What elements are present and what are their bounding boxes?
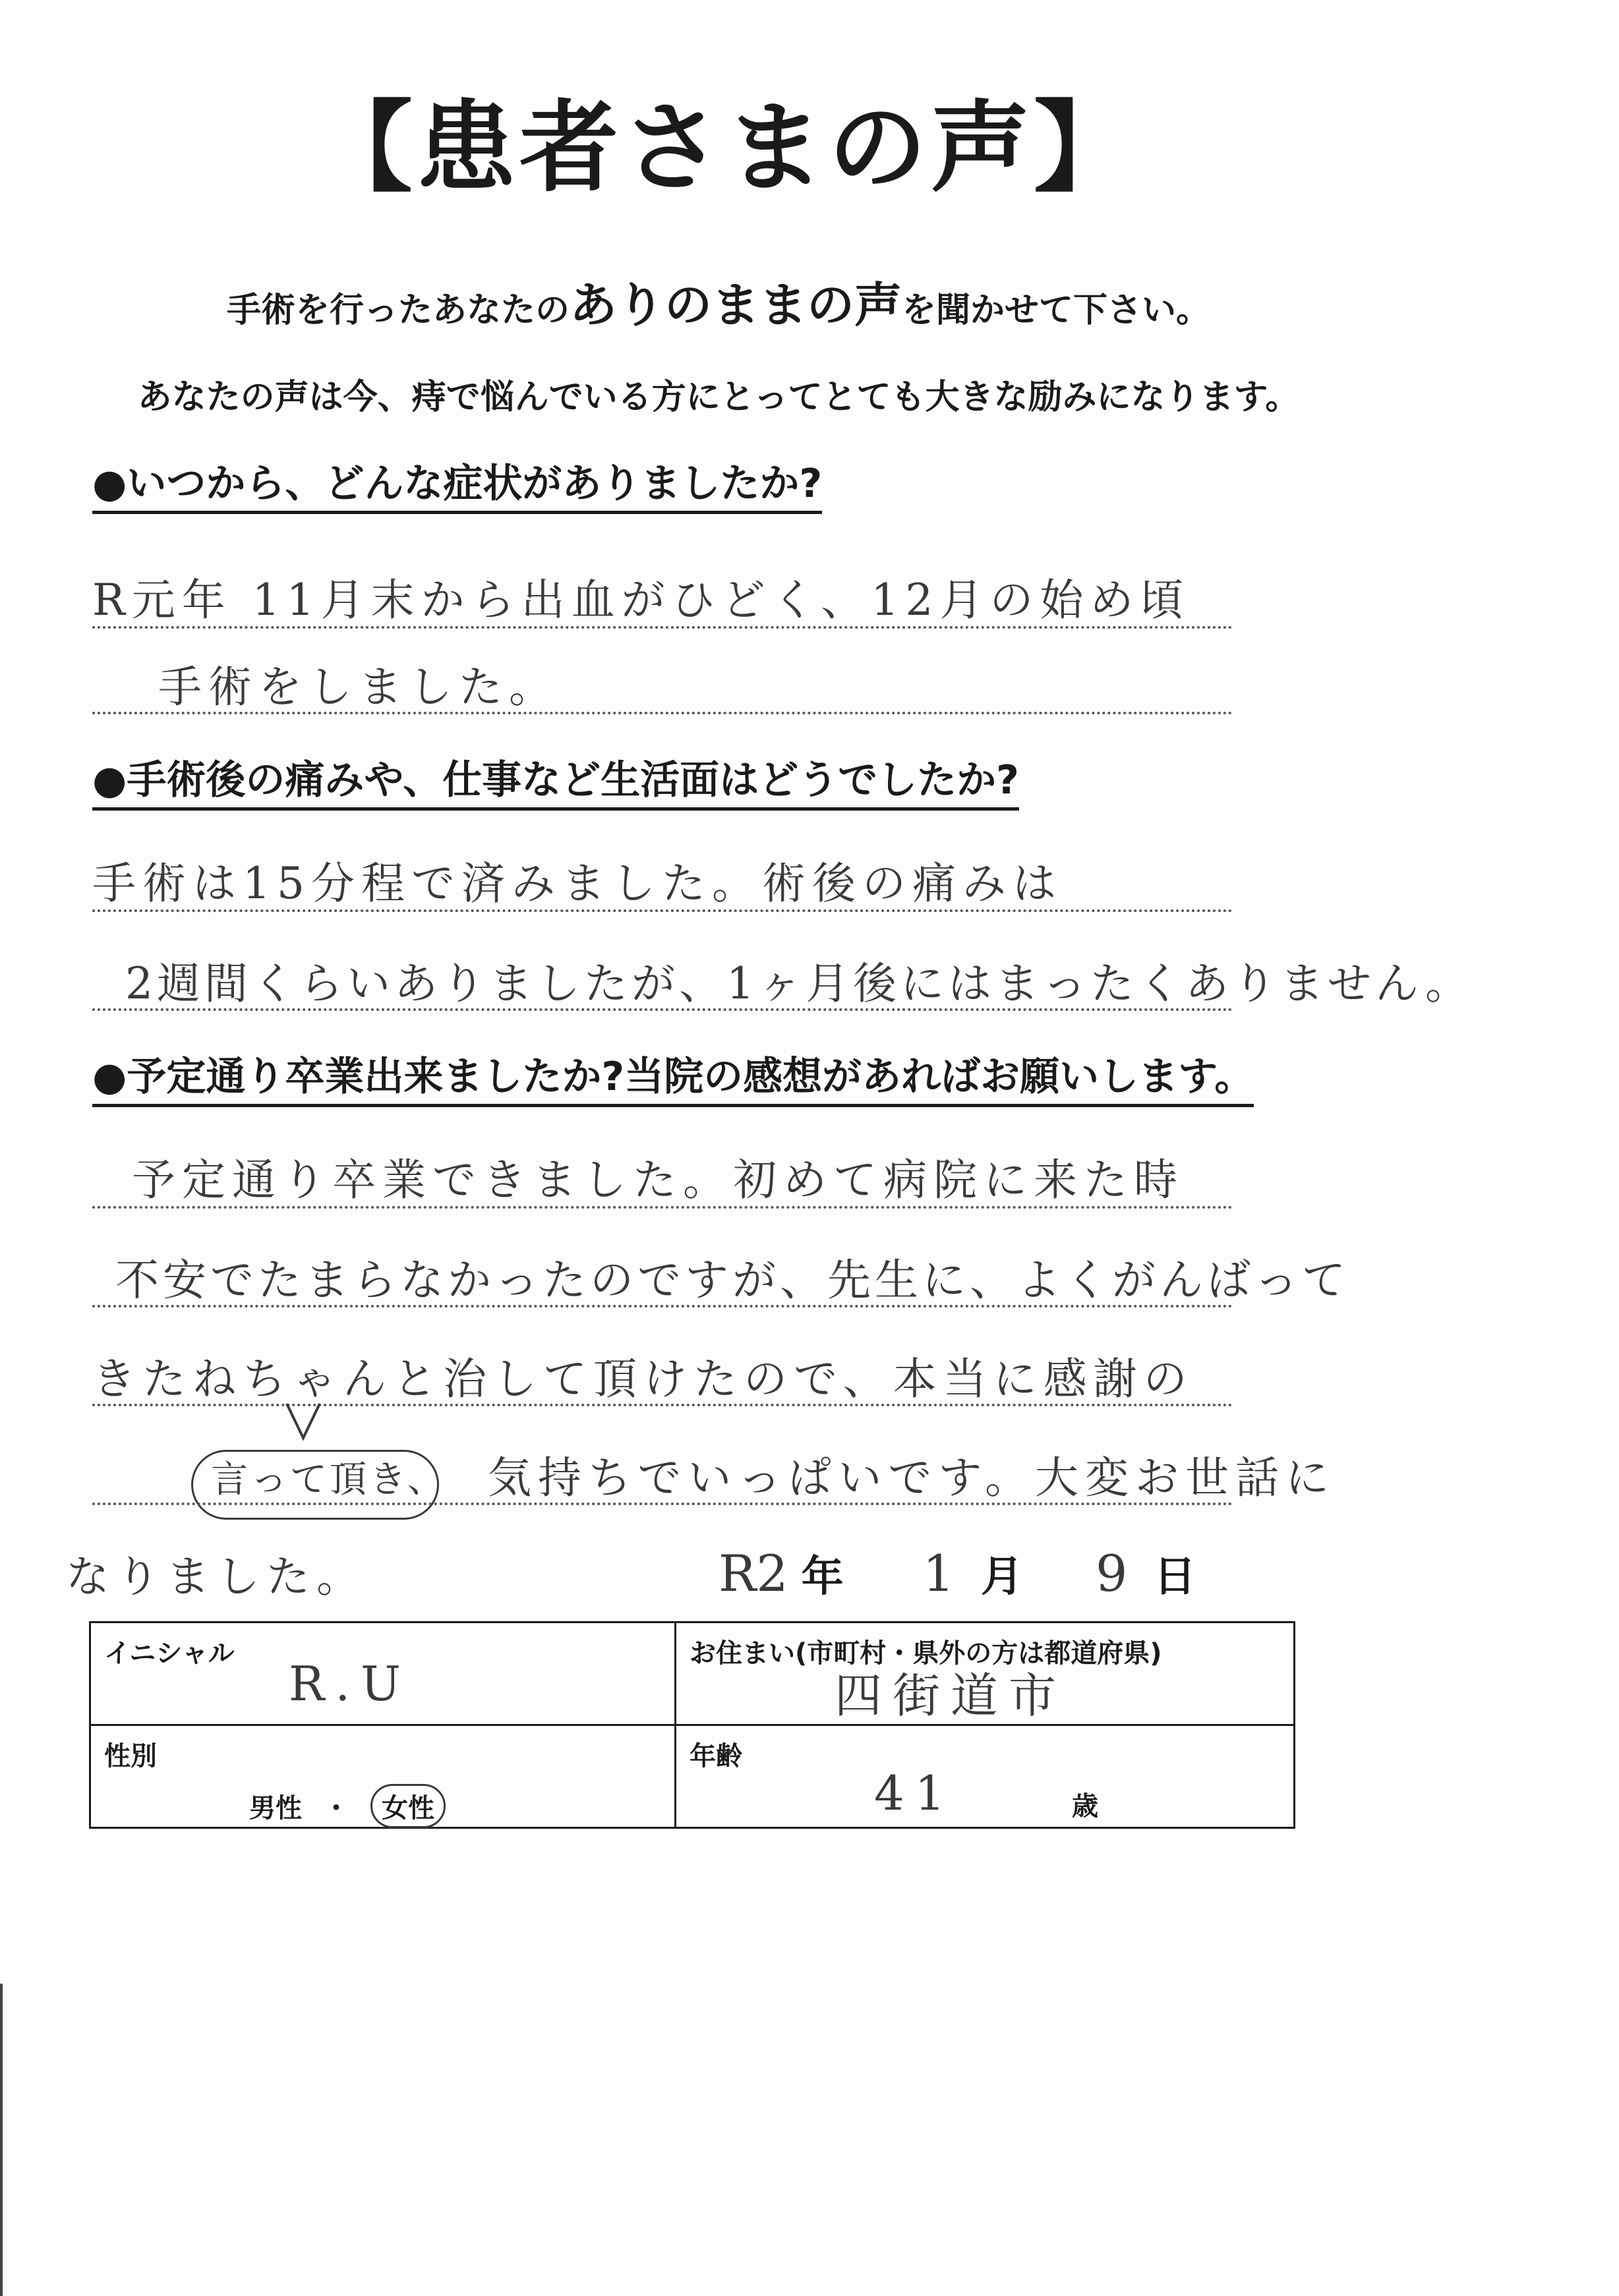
address-value: 四街道市 (835, 1668, 1067, 1723)
age-value: 41 (874, 1765, 956, 1821)
age-unit: 歳 (1072, 1791, 1098, 1822)
address-label: お住まい(市町村・県外の方は都道府県) (690, 1638, 1162, 1669)
question-1: ●いつから、どんな症状がありましたか? (92, 461, 822, 514)
date-day: 9 (1095, 1544, 1128, 1603)
gender-label: 性別 (104, 1741, 157, 1771)
date-year-unit: 年 (801, 1553, 844, 1601)
date-month: 1 (922, 1544, 955, 1603)
gender-male: 男性 (249, 1793, 302, 1823)
date-day-unit: 日 (1154, 1553, 1196, 1601)
lead-line-2: あなたの声は今、痔で悩んでいる方にとってとても大きな励みになります。 (137, 378, 1300, 417)
insertion-caret-icon (283, 1397, 323, 1443)
age-label: 年齢 (690, 1741, 742, 1771)
gender-options (249, 1784, 446, 1828)
scan-edge-line (0, 1984, 3, 2296)
gender-cell (90, 1725, 676, 1828)
question-3: ●予定通り卒業出来ましたか?当院の感想があればお願いします。 (92, 1054, 1254, 1107)
q3-answer-3: きたねちゃんと治して頂けたので、本当に感謝の (92, 1354, 1194, 1404)
q1-answer-1: R元年 11月末から出血がひどく、12月の始め頃 (92, 575, 1191, 625)
initial-value: R.U (289, 1656, 411, 1711)
q3-answer-4: 気持ちでいっぱいです。大変お世話に (488, 1452, 1336, 1503)
page-title: 【患者さまの声】 (313, 91, 1136, 206)
lead-post: を聞かせて下さい。 (902, 291, 1211, 330)
lead-line-1 (0, 267, 1437, 335)
address-cell (676, 1622, 1295, 1725)
date-line (719, 1544, 1196, 1603)
date-month-unit: 月 (980, 1553, 1023, 1601)
q2-answer-2: 2週間くらいありましたが、1ヶ月後にはまったくありません。 (125, 958, 1473, 1009)
info-table (89, 1621, 1295, 1829)
lead-pre: 手術を行ったあなたの (226, 291, 570, 330)
question-2: ●手術後の痛みや、仕事など生活面はどうでしたか? (92, 758, 1019, 811)
initial-label: イニシャル (104, 1638, 235, 1669)
gender-female-circled: 女性 (370, 1784, 446, 1828)
gender-separator: ・ (323, 1793, 349, 1823)
q1-answer-2: 手術をしました。 (158, 662, 559, 712)
date-era-year: R2 (719, 1544, 788, 1603)
q3-answer-2: 不安でたまらなかったのですが、先生に、よくがんばって (115, 1255, 1349, 1306)
initial-cell (90, 1622, 676, 1725)
q2-answer-1: 手術は15分程で済みました。術後の痛みは (92, 858, 1063, 909)
q3-answer-5: なりました。 (66, 1551, 367, 1602)
q3-answer-1: 予定通り卒業できました。初めて病院に来た時 (132, 1155, 1184, 1205)
lead-emphasis: ありのままの声 (569, 277, 902, 333)
age-cell (676, 1725, 1295, 1828)
q3-insertion: 言って頂き、 (211, 1458, 447, 1501)
